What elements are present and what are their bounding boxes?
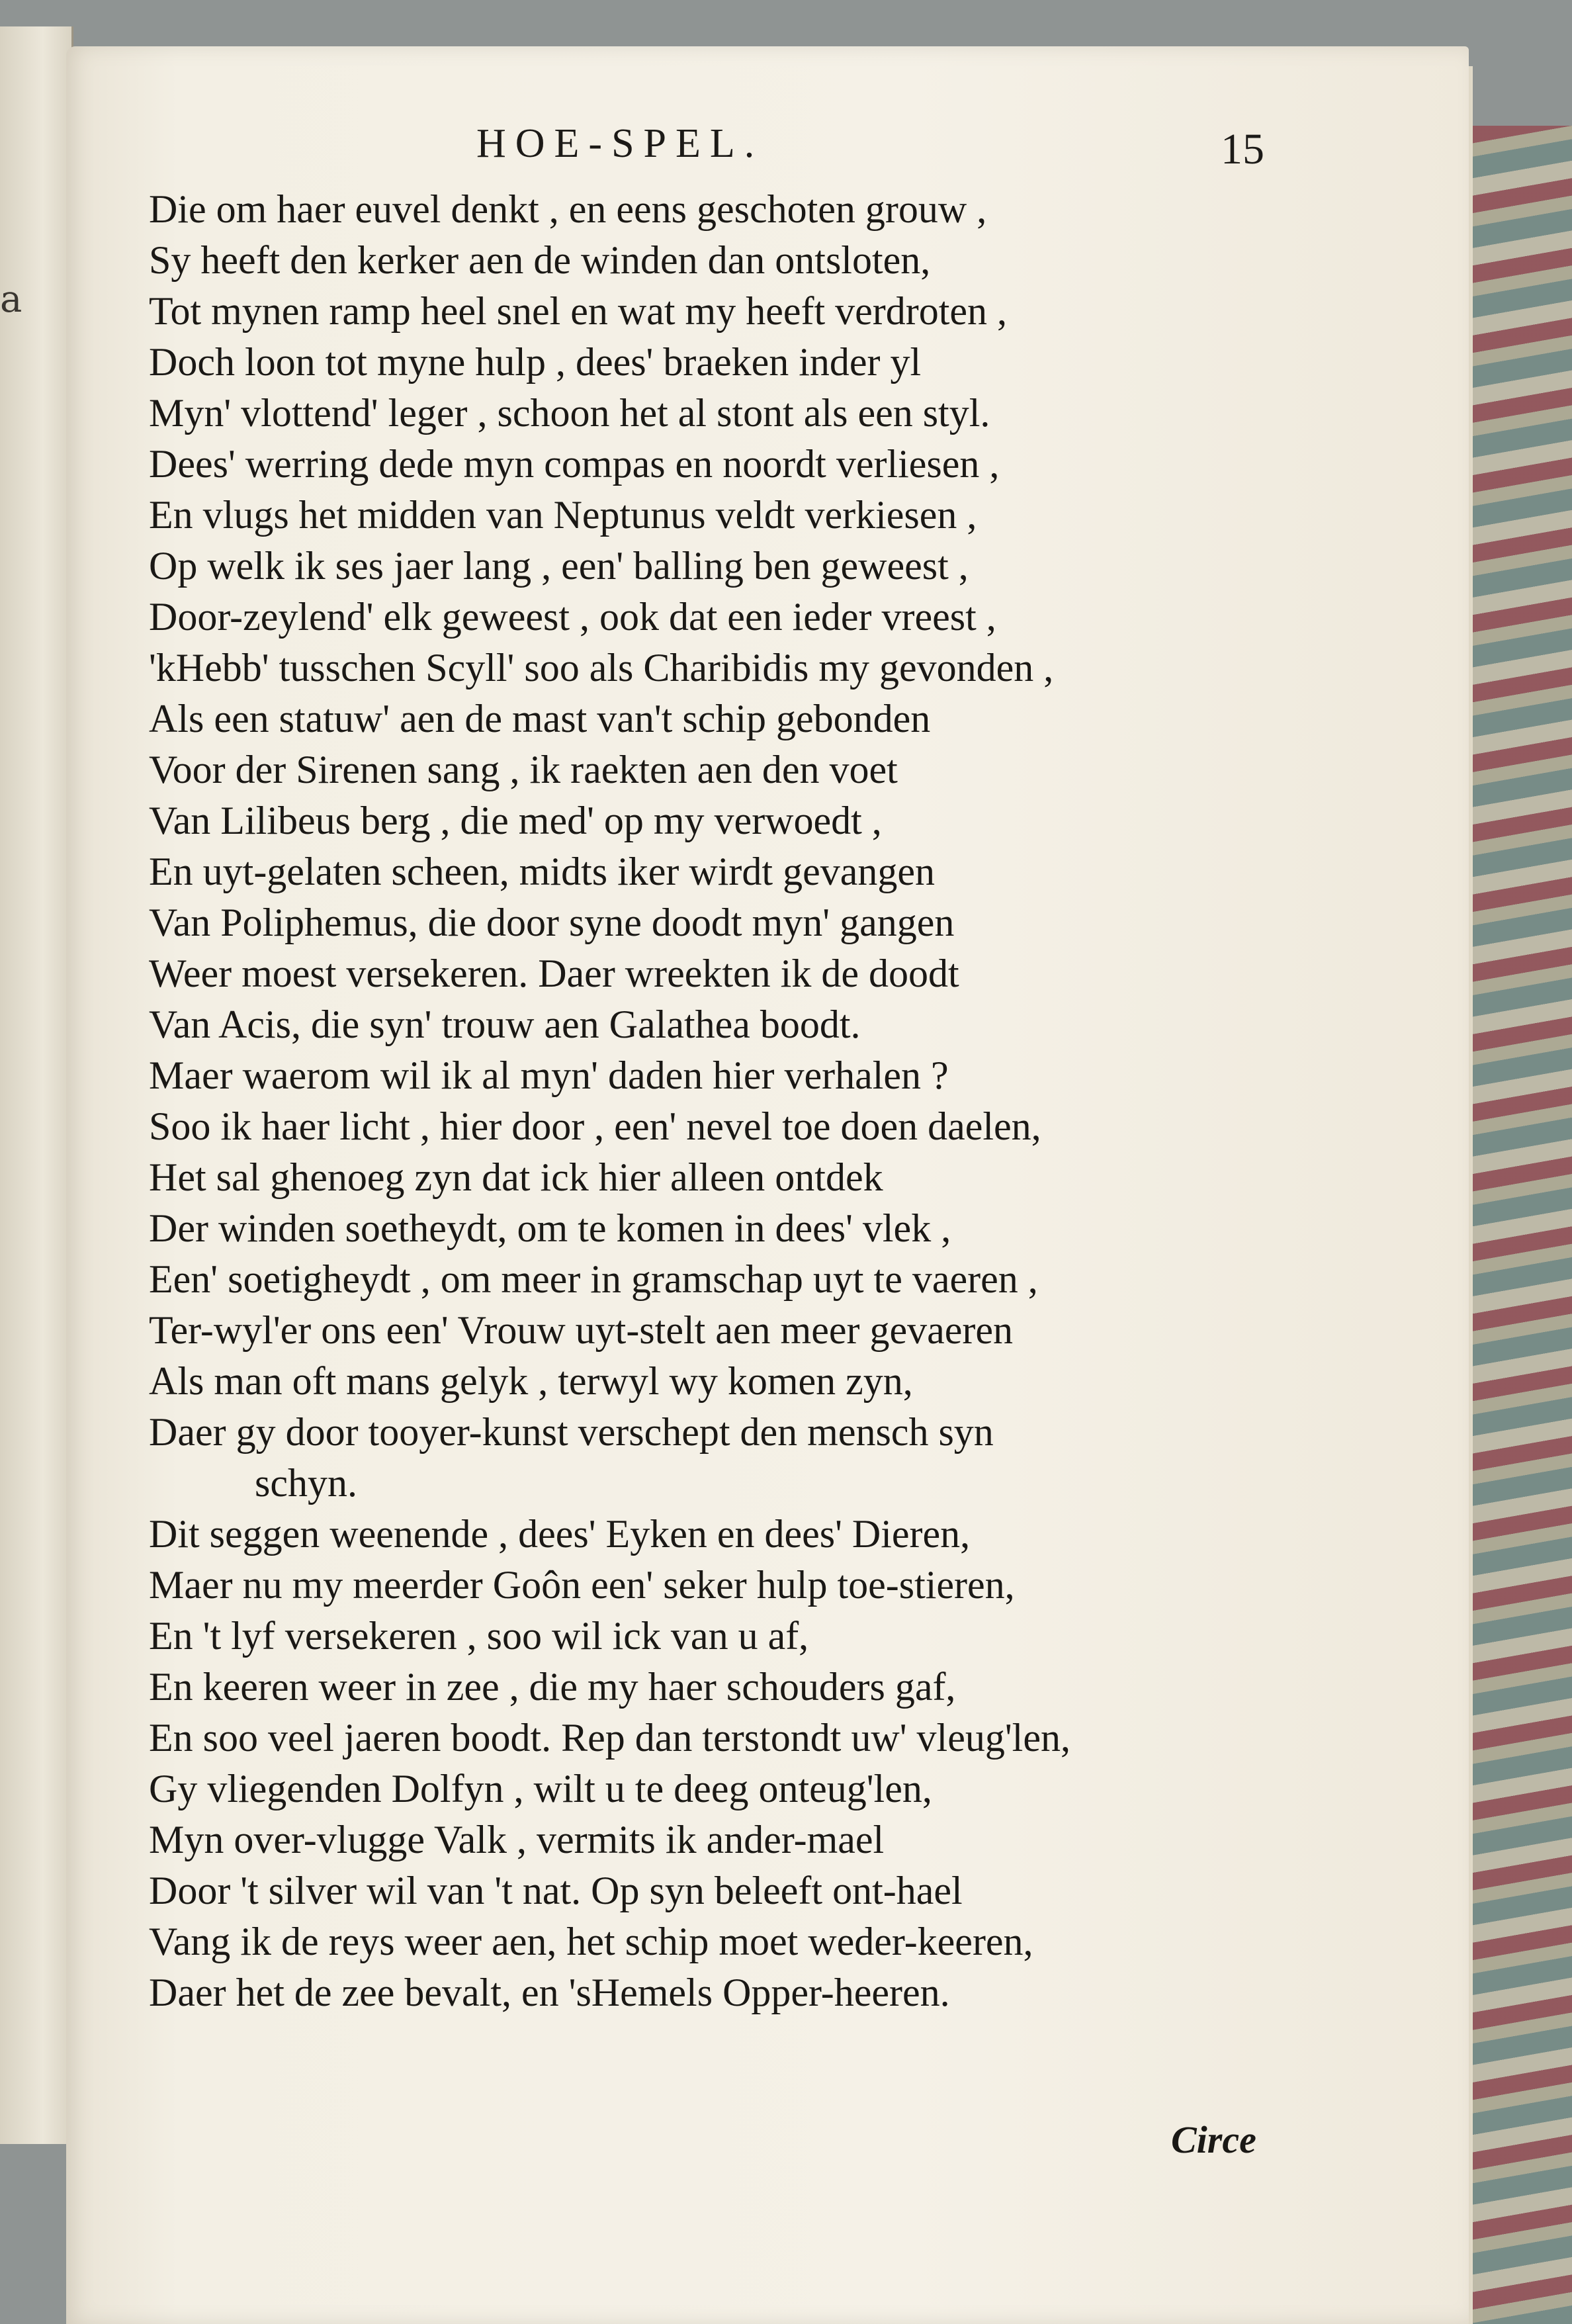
left-page-fragment: a xyxy=(0,278,22,321)
verse-line: Weer moest versekeren. Daer wreekten ik de doodt xyxy=(149,952,959,995)
verse-line: Door-zeylend' elk geweest , ook dat een ieder vreest , xyxy=(149,595,996,639)
verse-line: En keeren weer in zee , die my haer schouders gaf, xyxy=(149,1665,956,1709)
verse-line: En 't lyf versekeren , soo wil ick van u af, xyxy=(149,1614,809,1658)
verse-line: Die om haer euvel denkt , en eens geschoten grouw , xyxy=(149,187,987,231)
verse-line: Doch loon tot myne hulp , dees' braeken inder yl xyxy=(149,340,922,384)
verse-line-continuation: schyn. xyxy=(255,1461,357,1505)
verse-text xyxy=(149,184,1406,2018)
verse-line: Voor der Sirenen sang , ik raekten aen den voet xyxy=(149,748,898,791)
verse-line: Vang ik de reys weer aen, het schip moet weder-keeren, xyxy=(149,1920,1033,1963)
verse-line: Een' soetigheydt , om meer in gramschap uyt te vaeren , xyxy=(149,1257,1038,1301)
verse-line: Tot mynen ramp heel snel en wat my heeft verdroten , xyxy=(149,289,1008,333)
verse-line: Soo ik haer licht , hier door , een' nevel toe doen daelen, xyxy=(149,1104,1041,1148)
marbled-endpaper xyxy=(1473,126,1572,2324)
verse-line: Myn over-vlugge Valk , vermits ik ander-mael xyxy=(149,1818,885,1861)
verse-line: Van Lilibeus berg , die med' op my verwoedt , xyxy=(149,799,882,842)
catchword: Circe xyxy=(1171,2118,1256,2161)
verse-line: Als man oft mans gelyk , terwyl wy komen zyn, xyxy=(149,1359,913,1403)
verse-line: Gy vliegenden Dolfyn , wilt u te deeg onteug'len, xyxy=(149,1767,932,1810)
book-page xyxy=(66,46,1469,2324)
verse-line: Dees' werring dede myn compas en noordt verliesen , xyxy=(149,442,1000,486)
verse-line: Der winden soetheydt, om te komen in dees' vlek , xyxy=(149,1206,951,1250)
verse-line: Daer het de zee bevalt, en 'sHemels Opper-heeren. xyxy=(149,1971,950,2014)
verse-line: Maer waerom wil ik al myn' daden hier verhalen ? xyxy=(149,1053,949,1097)
verse-line: Ter-wyl'er ons een' Vrouw uyt-stelt aen meer gevaeren xyxy=(149,1308,1013,1352)
verse-line: Op welk ik ses jaer lang , een' balling ben geweest , xyxy=(149,544,969,588)
verse-line: 'kHebb' tusschen Scyll' soo als Charibidis my gevonden , xyxy=(149,646,1054,690)
verse-line: Myn' vlottend' leger , schoon het al stont als een styl. xyxy=(149,391,990,435)
verse-line: Door 't silver wil van 't nat. Op syn beleeft ont-hael xyxy=(149,1869,963,1912)
verse-line: Maer nu my meerder Goôn een' seker hulp toe-stieren, xyxy=(149,1563,1015,1607)
verse-line: En soo veel jaeren boodt. Rep dan terstondt uw' vleug'len, xyxy=(149,1716,1070,1760)
verse-line: Sy heeft den kerker aen de winden dan ontsloten, xyxy=(149,238,931,282)
verse-line: En uyt-gelaten scheen, midts iker wirdt gevangen xyxy=(149,850,935,893)
verse-line: Van Poliphemus, die door syne doodt myn' gangen xyxy=(149,901,955,944)
verse-line: Als een statuw' aen de mast van't schip gebonden xyxy=(149,697,931,740)
verse-line: En vlugs het midden van Neptunus veldt verkiesen , xyxy=(149,493,977,537)
verse-line: Dit seggen weenende , dees' Eyken en dees' Dieren, xyxy=(149,1512,971,1556)
verse-line: Het sal ghenoeg zyn dat ick hier alleen ontdek xyxy=(149,1155,883,1199)
left-facing-page xyxy=(0,26,73,2144)
verse-line: Van Acis, die syn' trouw aen Galathea boodt. xyxy=(149,1003,861,1046)
page-number: 15 xyxy=(1221,125,1264,173)
verse-line: Daer gy door tooyer-kunst verschept den mensch syn xyxy=(149,1410,994,1454)
running-head: HOE-SPEL. xyxy=(476,121,764,166)
